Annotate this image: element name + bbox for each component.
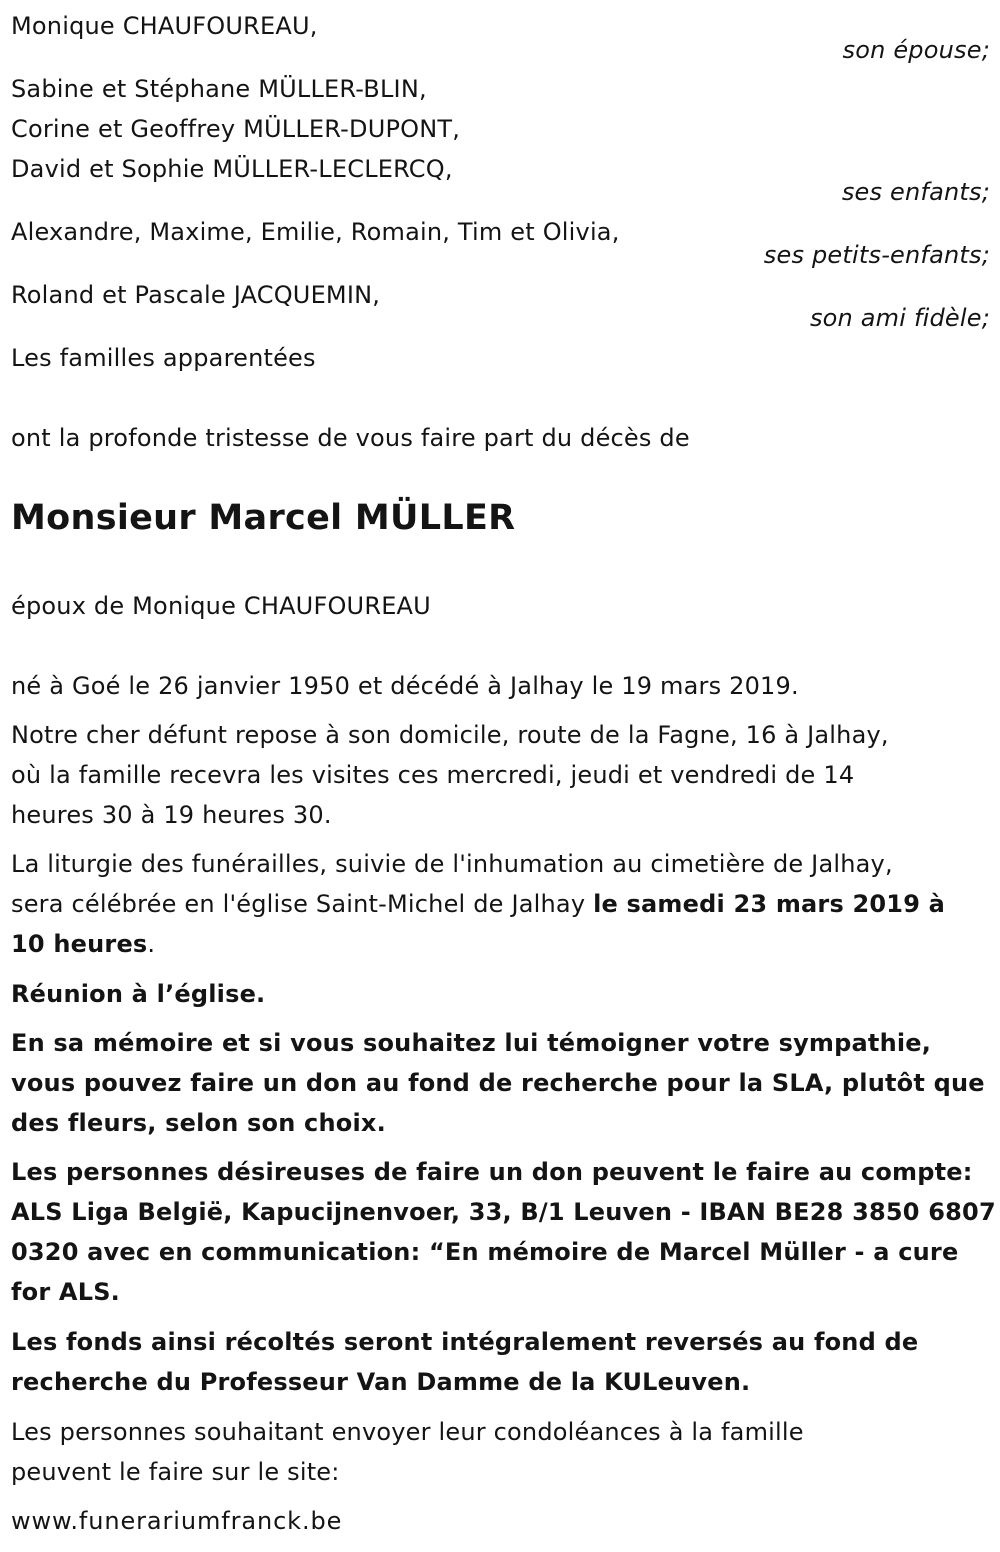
funds-line: recherche du Professeur Van Damme de la KULeuven. bbox=[11, 1368, 751, 1396]
deceased-name: Monsieur Marcel MÜLLER bbox=[11, 498, 516, 538]
account-line: for ALS. bbox=[11, 1278, 120, 1306]
account-line: Les personnes désireuses de faire un don peuvent le faire au compte: bbox=[11, 1158, 973, 1186]
donation-line: des fleurs, selon son choix. bbox=[11, 1109, 386, 1137]
child-line: Corine et Geoffrey MÜLLER-DUPONT, bbox=[11, 115, 461, 143]
meeting-note: Réunion à l’église. bbox=[11, 980, 266, 1008]
liturgy-church: sera célébrée en l'église Saint-Michel de Jalhay bbox=[11, 890, 594, 918]
condolences-line: peuvent le faire sur le site: bbox=[11, 1458, 340, 1486]
child-line: Sabine et Stéphane MÜLLER-BLIN, bbox=[11, 75, 427, 103]
liturgy-line: La liturgie des funérailles, suivie de l'inhumation au cimetière de Jalhay, bbox=[11, 850, 893, 878]
liturgy-time: 10 heures bbox=[11, 930, 148, 958]
donation-line: En sa mémoire et si vous souhaitez lui témoigner votre sympathie, bbox=[11, 1029, 932, 1057]
liturgy-period: . bbox=[147, 930, 156, 958]
liturgy-line bbox=[11, 928, 155, 960]
related-families: Les familles apparentées bbox=[11, 344, 316, 372]
account-line: ALS Liga België, Kapucijnenvoer, 33, B/1 Leuven - IBAN BE28 3850 6807 bbox=[11, 1198, 996, 1226]
children-role: ses enfants; bbox=[841, 178, 990, 206]
repose-line: heures 30 à 19 heures 30. bbox=[11, 801, 332, 829]
liturgy-date: le samedi 23 mars 2019 à bbox=[593, 890, 946, 918]
friend-role: son ami fidèle; bbox=[809, 304, 990, 332]
condolences-line: Les personnes souhaitant envoyer leur condoléances à la famille bbox=[11, 1418, 804, 1446]
birth-death: né à Goé le 26 janvier 1950 et décédé à Jalhay le 19 mars 2019. bbox=[11, 672, 799, 700]
funds-line: Les fonds ainsi récoltés seront intégralement reversés au fond de bbox=[11, 1328, 919, 1356]
wife-role: son épouse; bbox=[842, 36, 990, 64]
friend: Roland et Pascale JACQUEMIN, bbox=[11, 281, 381, 309]
grandchildren-role: ses petits-enfants; bbox=[763, 241, 990, 269]
donation-line: vous pouvez faire un don au fond de recherche pour la SLA, plutôt que bbox=[11, 1069, 985, 1097]
repose-line: où la famille recevra les visites ces mercredi, jeudi et vendredi de 14 bbox=[11, 761, 855, 789]
grandchildren: Alexandre, Maxime, Emilie, Romain, Tim et Olivia, bbox=[11, 218, 620, 246]
child-line: David et Sophie MÜLLER-LECLERCQ, bbox=[11, 155, 453, 183]
announcement: ont la profonde tristesse de vous faire part du décès de bbox=[11, 424, 690, 452]
account-line: 0320 avec en communication: “En mémoire de Marcel Müller - a cure bbox=[11, 1238, 959, 1266]
repose-line: Notre cher défunt repose à son domicile, route de la Fagne, 16 à Jalhay, bbox=[11, 721, 889, 749]
wife-name: Monique CHAUFOUREAU, bbox=[11, 12, 318, 40]
spouse-line: époux de Monique CHAUFOUREAU bbox=[11, 592, 431, 620]
website-link[interactable]: www.funerariumfranck.be bbox=[11, 1507, 343, 1535]
liturgy-line bbox=[11, 888, 945, 920]
